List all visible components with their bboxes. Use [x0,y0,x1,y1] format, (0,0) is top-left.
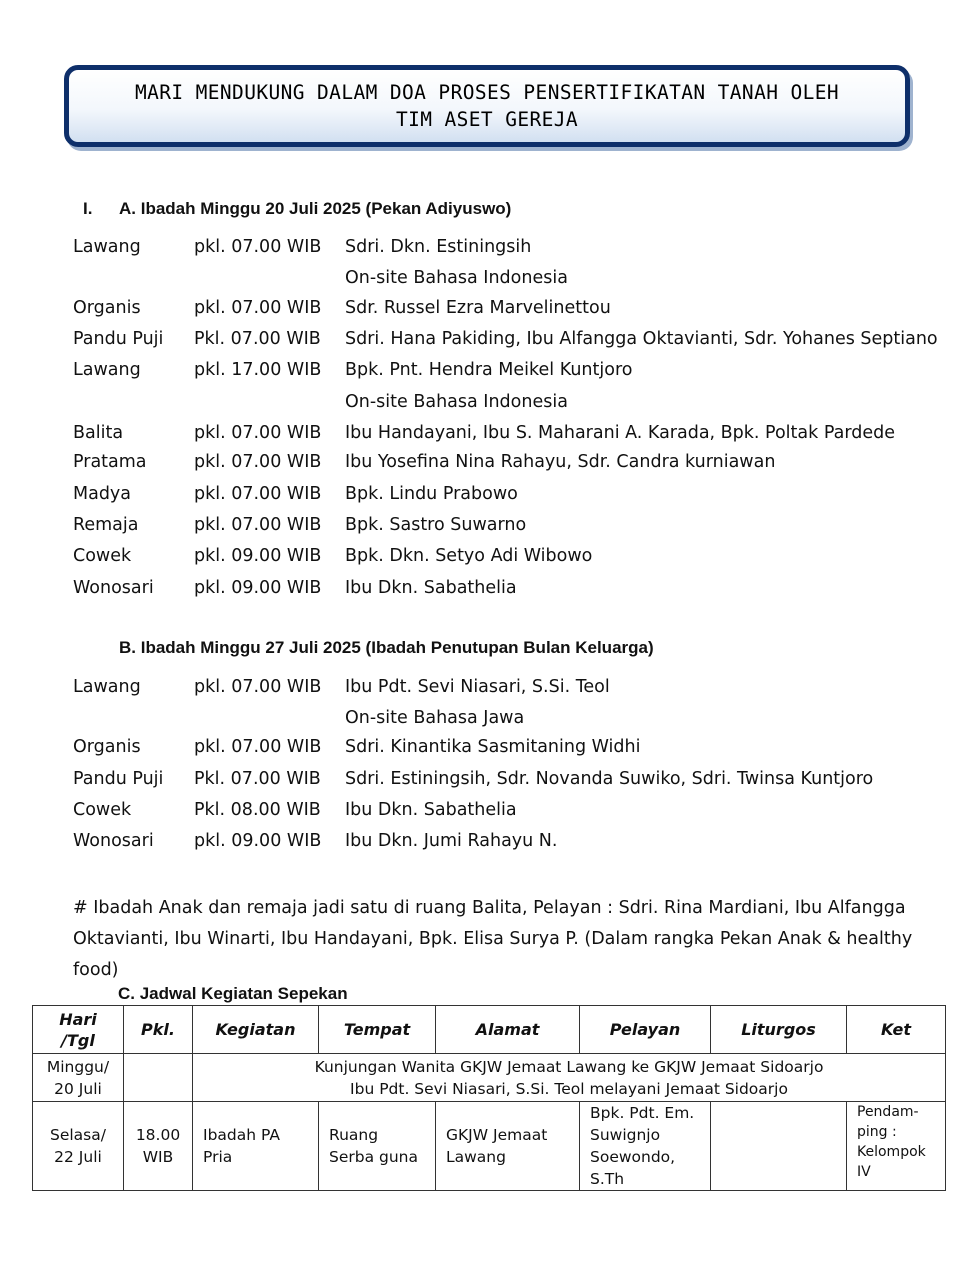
row-place: Lawang [73,360,141,380]
table-header-row [33,1006,946,1054]
row-ministers: On-site Bahasa Indonesia [345,392,568,412]
row-place: Remaja [73,515,139,535]
cell-day: Minggu/ 20 Juli [33,1054,124,1102]
cell-ket: Pendam- ping : Kelompok IV [847,1102,946,1191]
row-ministers: Ibu Handayani, Ibu S. Maharani A. Karada, Bpk. Poltak Pardede [345,423,895,443]
row-time: pkl. 09.00 WIB [194,546,322,566]
row-ministers: Ibu Dkn. Sabathelia [345,800,517,820]
row-place: Pandu Puji [73,769,164,789]
section-c-heading: C. Jadwal Kegiatan Sepekan [118,984,348,1003]
row-place: Organis [73,298,141,318]
row-ministers: Ibu Pdt. Sevi Niasari, S.Si. Teol [345,677,610,697]
row-ministers: Sdri. Kinantika Sasmitaning Widhi [345,737,641,757]
row-ministers: Ibu Yosefina Nina Rahayu, Sdr. Candra kurniawan [345,452,776,472]
row-place: Wonosari [73,578,154,598]
row-place: Pratama [73,452,147,472]
row-place: Cowek [73,546,132,566]
row-time: pkl. 07.00 WIB [194,677,322,697]
row-time: pkl. 07.00 WIB [194,298,322,318]
row-place: Lawang [73,677,141,697]
cell-alamat: GKJW Jemaat Lawang [436,1102,580,1191]
section-b-heading: B. Ibadah Minggu 27 Juli 2025 (Ibadah Penutupan Bulan Keluarga) [119,638,654,657]
children-service-note: # Ibadah Anak dan remaja jadi satu di ruang Balita, Pelayan : Sdri. Rina Mardiani, Ibu Alfangga Oktavianti, Ibu Winarti, Ibu Handayani, Bpk. Elisa Surya P. (Dalam rangka Pekan Anak & healthy food) [73,898,913,980]
row-ministers: Ibu Dkn. Jumi Rahayu N. [345,831,558,851]
banner-title: MARI MENDUKUNG DALAM DOA PROSES PENSERTIFIKATAN TANAH OLEH TIM ASET GEREJA [134,81,840,131]
table-row [33,1054,946,1102]
row-ministers: Ibu Dkn. Sabathelia [345,578,517,598]
section-roman-numeral: I. [83,199,93,218]
weekly-activity-table [32,1005,946,1191]
row-ministers: Bpk. Pnt. Hendra Meikel Kuntjoro [345,360,633,380]
cell-day: Selasa/ 22 Juli [33,1102,124,1191]
row-time: Pkl. 07.00 WIB [194,769,321,789]
row-ministers: Sdri. Estiningsih, Sdr. Novanda Suwiko, Sdri. Twinsa Kuntjoro [345,769,874,789]
row-time: pkl. 07.00 WIB [194,452,322,472]
cell-pelayan: Bpk. Pdt. Em. Suwignjo Soewondo, S.Th [580,1102,711,1191]
row-ministers: Sdri. Dkn. Estiningsih [345,237,532,257]
cell-time: 18.00 WIB [124,1102,193,1191]
row-time: pkl. 07.00 WIB [194,484,322,504]
header-pkl: Pkl. [124,1006,193,1054]
header-ket: Ket [847,1006,946,1054]
row-time: Pkl. 08.00 WIB [194,800,321,820]
row-ministers: On-site Bahasa Jawa [345,708,525,728]
row-time: pkl. 09.00 WIB [194,831,322,851]
row-ministers: Sdri. Hana Pakiding, Ibu Alfangga Oktavianti, Sdr. Yohanes Septiano [345,329,938,349]
row-time: pkl. 07.00 WIB [194,737,322,757]
header-kegiatan: Kegiatan [193,1006,319,1054]
header-tempat: Tempat [319,1006,436,1054]
row-ministers: On-site Bahasa Indonesia [345,268,568,288]
row-place: Balita [73,423,124,443]
row-time: pkl. 07.00 WIB [194,423,322,443]
header-pelayan: Pelayan [580,1006,711,1054]
cell-liturgos [711,1102,847,1191]
header-alamat: Alamat [436,1006,580,1054]
row-ministers: Bpk. Lindu Prabowo [345,484,518,504]
cell-kegiatan: Ibadah PA Pria [193,1102,319,1191]
row-time: pkl. 07.00 WIB [194,515,322,535]
announcement-banner [64,65,910,147]
row-ministers: Bpk. Sastro Suwarno [345,515,527,535]
row-place: Cowek [73,800,132,820]
cell-tempat: Ruang Serba guna [319,1102,436,1191]
section-a-heading: A. Ibadah Minggu 20 Juli 2025 (Pekan Adiyuswo) [119,199,512,218]
row-time: Pkl. 07.00 WIB [194,329,321,349]
row-time: pkl. 17.00 WIB [194,360,322,380]
row-place: Organis [73,737,141,757]
row-ministers: Bpk. Dkn. Setyo Adi Wibowo [345,546,593,566]
row-place: Madya [73,484,132,504]
header-hari: Hari /Tgl [33,1006,124,1054]
row-ministers: Sdr. Russel Ezra Marvelinettou [345,298,611,318]
table-row [33,1102,946,1191]
row-place: Wonosari [73,831,154,851]
row-place: Lawang [73,237,141,257]
cell-time [124,1054,193,1102]
header-liturgos: Liturgos [711,1006,847,1054]
row-time: pkl. 09.00 WIB [194,578,322,598]
row-time: pkl. 07.00 WIB [194,237,322,257]
cell-merged-activity: Kunjungan Wanita GKJW Jemaat Lawang ke GKJW Jemaat Sidoarjo Ibu Pdt. Sevi Niasari, S.Si. Teol melayani Jemaat Sidoarjo [193,1054,946,1102]
row-place: Pandu Puji [73,329,164,349]
